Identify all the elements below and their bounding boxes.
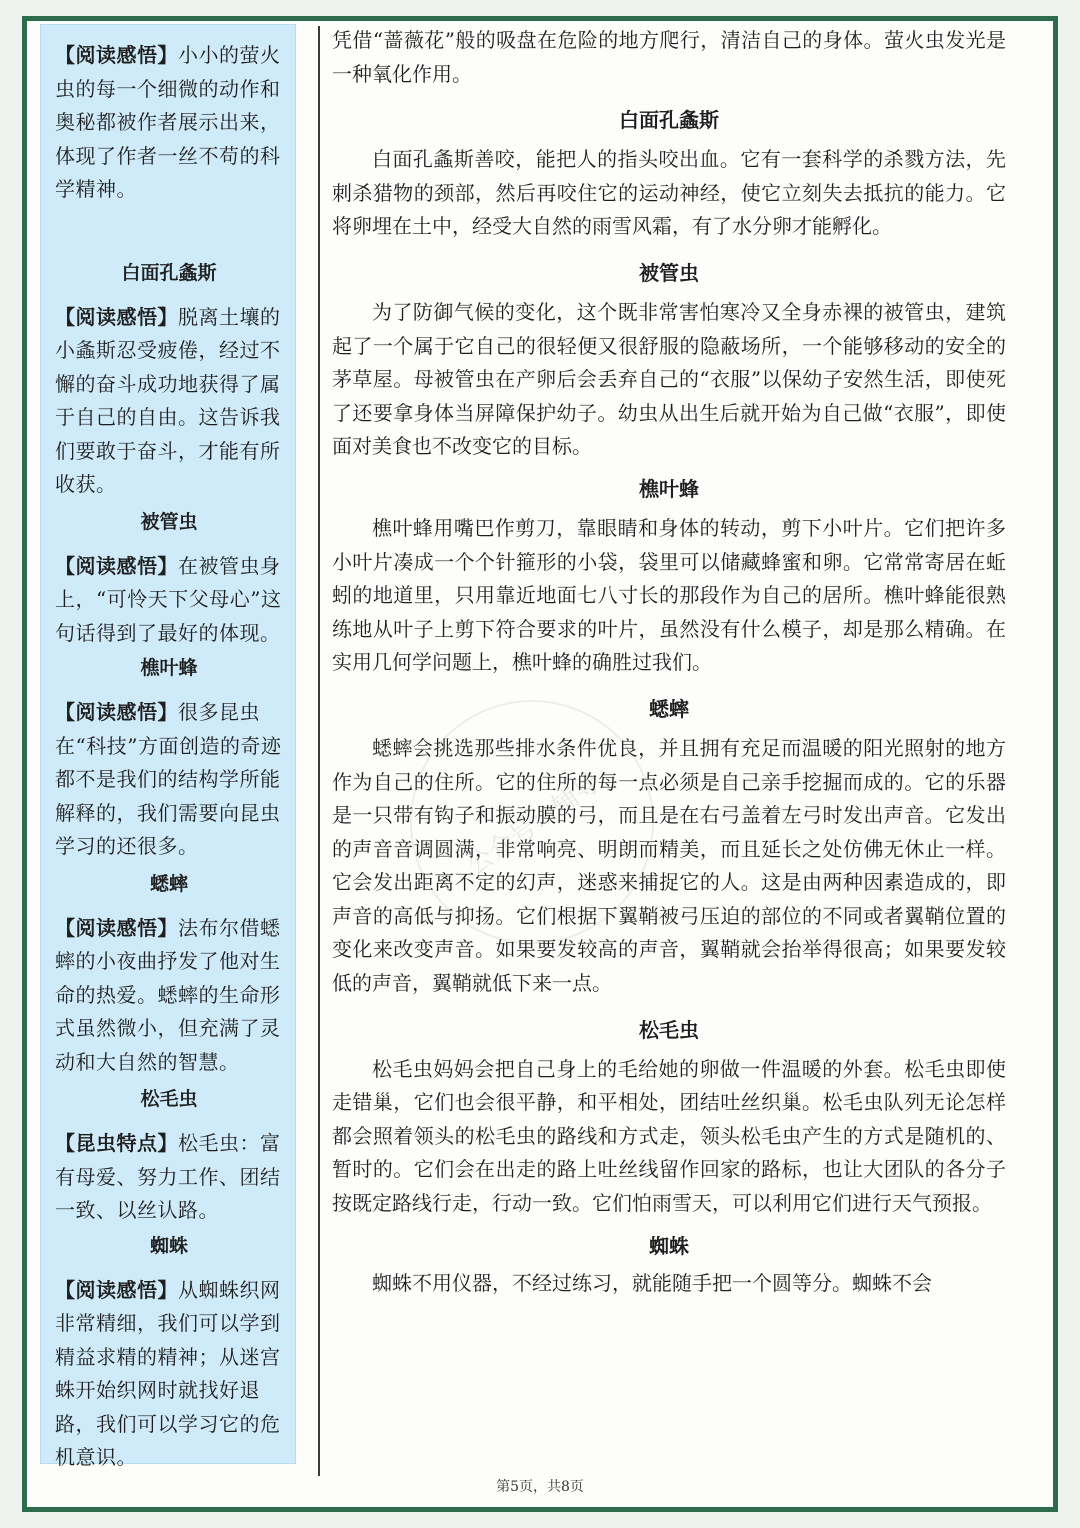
section-paragraph: 为了防御气候的变化，这个既非常害怕寒冷又全身赤裸的被管虫，建筑起了一个属于它自己的很轻便又很舒服的隐蔽场所，一个能够移动的安全的茅草屋。母被管虫在产卵后会丢弃自己的“衣服”以保幼子安然生活，即使死了还要拿身体当屏障保护幼子。幼虫从出生后就开始为自己做“衣服”，即使面对美食也不改变它的目标。: [332, 299, 1006, 459]
note-tag: 【阅读感悟】: [55, 304, 178, 329]
note-text: 法布尔借蟋蟀的小夜曲抒发了他对生命的热爱。蟋蟀的生命形式虽然微小，但充满了灵动和大自然的智慧。: [55, 915, 281, 1074]
sidebar-heading: 被管虫: [140, 510, 198, 533]
section-heading: 松毛虫: [639, 1017, 699, 1042]
sidebar-heading: 樵叶蜂: [140, 657, 198, 679]
section-heading: 蜘蛛: [649, 1233, 689, 1258]
note-text: 小小的萤火虫的每一个细微的动作和奥秘都被作者展示出来，体现了作者一丝不苟的科学精神。: [55, 43, 281, 201]
sidebar-heading: 蟋蟀: [149, 872, 188, 895]
column-divider: [318, 26, 320, 1476]
main-article: [332, 24, 1006, 1300]
section-heading: 被管虫: [639, 260, 699, 285]
sidebar-note: [55, 301, 283, 502]
intro-paragraph: 凭借“蔷薇花”般的吸盘在危险的地方爬行，清洁自己的身体。萤火虫发光是一种氧化作用。: [332, 28, 1006, 86]
sidebar-heading: 白面孔螽斯: [121, 261, 217, 284]
note-text: 很多昆虫在“科技”方面创造的奇迹都不是我们的结构学所能解释的，我们需要向昆虫学习的还很多。: [55, 700, 282, 858]
section-heading: 白面孔螽斯: [619, 108, 719, 133]
section-paragraph: 蟋蟀会挑选那些排水条件优良，并且拥有充足而温暖的阳光照射的地方作为自己的住所。它的住所的每一点必须是自己亲手挖掘而成的。它的乐器是一只带有钩子和振动膜的弓，而且是在右弓盖着左弓时发出声音。它发出的声音音调圆满，非常响亮、明朗而精美，而且延长之处仿佛无休止一样。它会发出距离不定的幻声，迷惑来捕捉它的人。这是由两种因素造成的，即声音的高低与抑扬。它们根据下翼鞘被弓压迫的部位的不同或者翼鞘位置的变化来改变声音。如果要发较高的声音，翼鞘就会抬举得很高；如果要发较低的声音，翼鞘就低下来一点。: [332, 735, 1006, 996]
section-heading: 樵叶蜂: [639, 476, 699, 501]
section-paragraph: 松毛虫妈妈会把自己身上的毛给她的卵做一件温暖的外套。松毛虫即使走错巢，它们也会很平静，和平相处，团结吐丝织巢。松毛虫队列无论怎样都会照着领头的松毛虫的路线和方式走，领头松毛虫产生的方式是随机的、暂时的。它们会在出走的路上吐丝线留作回家的路标，也让大团队的各分子按既定路线行走，行动一致。它们怕雨雪天，可以利用它们进行天气预报。: [332, 1056, 1006, 1216]
section-paragraph: 蜘蛛不用仪器，不经过练习，就能随手把一个圆等分。蜘蛛不会: [372, 1270, 932, 1295]
note-tag: 【阅读感悟】: [55, 915, 178, 940]
sidebar-heading: 蜘蛛: [149, 1234, 188, 1257]
sidebar-note: [55, 39, 283, 207]
section-heading: 蟋蟀: [649, 696, 689, 721]
note-text: 脱离土壤的小螽斯忍受疲倦，经过不懈的奋斗成功地获得了属于自己的自由。这告诉我们要敢于奋斗，才能有所收获。: [55, 304, 281, 496]
note-tag: 【阅读感悟】: [55, 553, 178, 578]
sidebar-notes: [40, 24, 296, 1469]
sidebar-note: [55, 1274, 283, 1475]
note-text: 松毛虫：富有母爱、努力工作、团结一致、以丝认路。: [55, 1131, 281, 1222]
note-text: 从蜘蛛织网非常精细，我们可以学到精益求精的精神；从迷宫蛛开始织网时就找好退路，我们可以学习它的危机意识。: [55, 1277, 281, 1469]
page-number: 第5页，共8页: [496, 1479, 584, 1495]
note-tag: 【阅读感悟】: [55, 700, 178, 724]
note-tag: 【阅读感悟】: [55, 43, 178, 67]
sidebar-note: [55, 912, 283, 1080]
sidebar-note: [55, 696, 283, 864]
sidebar-note: [55, 1127, 283, 1228]
note-tag: 【昆虫特点】: [55, 1131, 178, 1155]
sidebar-heading: 松毛虫: [140, 1088, 198, 1110]
sidebar-note: [55, 550, 283, 651]
note-text: 在被管虫身上，“可怜天下父母心”这句话得到了最好的体现。: [55, 553, 282, 645]
note-tag: 【阅读感悟】: [55, 1277, 178, 1302]
section-paragraph: 白面孔螽斯善咬，能把人的指头咬出血。它有一套科学的杀戮方法，先刺杀猎物的颈部，然后再咬住它的运动神经，使它立刻失去抵抗的能力。它将卵埋在土中，经受大自然的雨雪风霜，有了水分卵才能孵化。: [332, 147, 1006, 239]
section-paragraph: 樵叶蜂用嘴巴作剪刀，靠眼睛和身体的转动，剪下小叶片。它们把许多小叶片凑成一个个针箍形的小袋，袋里可以储藏蜂蜜和卵。它常常寄居在蚯蚓的地道里，只用靠近地面七八寸长的那段作为自己的居所。樵叶蜂能很熟练地从叶子上剪下符合要求的叶片，虽然没有什么模子，却是那么精确。在实用几何学问题上，樵叶蜂的确胜过我们。: [332, 515, 1006, 675]
